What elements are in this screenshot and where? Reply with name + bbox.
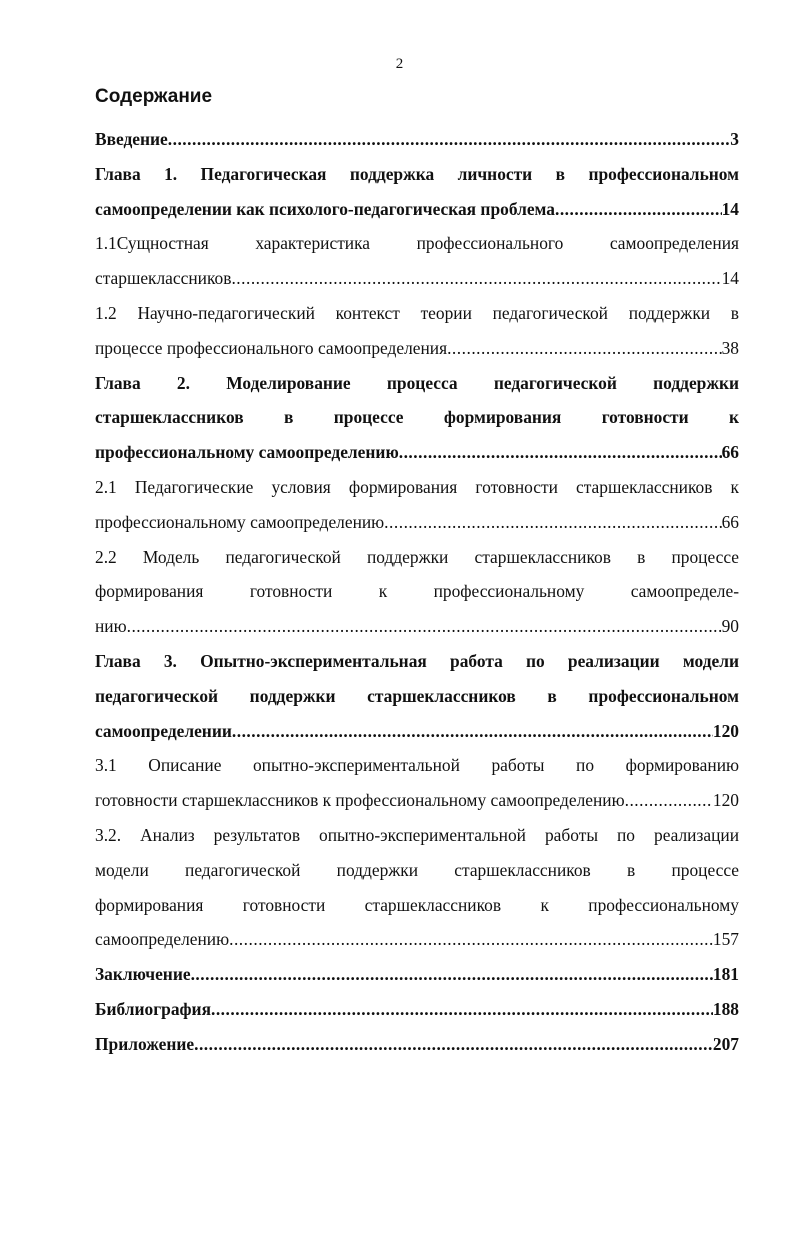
dot-leader (555, 192, 722, 227)
toc-entry-line: формирования готовности старшеклассников к профессиональному (95, 894, 739, 915)
toc-entry-line: 2.2 Модель педагогической поддержки старшеклассников в процессе (95, 546, 739, 567)
page-title: Содержание (95, 86, 213, 107)
toc-entry-line: формирования готовности к профессиональному самоопределе- (95, 581, 739, 602)
dot-leader (194, 1027, 713, 1062)
toc-page-number: 157 (712, 929, 739, 950)
toc-entry-line: 3.1 Описание опытно-экспериментальной работы по формированию (95, 755, 739, 776)
toc-entry-title: готовности старшеклассников к профессиональному самоопределению (95, 790, 625, 811)
toc-entry-title: нию (95, 616, 127, 637)
toc-entry-title: самоопределении (95, 720, 232, 741)
dot-leader (127, 609, 722, 644)
toc-entry-line: 1.2 Научно-педагогический контекст теории педагогической поддержки в (95, 302, 739, 323)
toc-entry-line: Глава 3. Опытно-экспериментальная работа по реализации модели (95, 650, 739, 671)
toc-entry-title: самоопределению (95, 929, 230, 950)
toc-entry-section-2-1 (95, 470, 739, 540)
toc-entry-title: самоопределении как психолого-педагогическая проблема (95, 198, 555, 219)
dot-leader (191, 957, 713, 992)
toc-entry-title: профессиональному самоопределению (95, 511, 385, 532)
page-number: 2 (395, 56, 404, 72)
toc-page-number: 3 (730, 129, 739, 149)
dot-leader (625, 783, 713, 818)
toc-entry-section-1-1 (95, 226, 739, 296)
toc-entry-bibliography (95, 992, 739, 1027)
dot-leader (447, 331, 722, 366)
toc-page-number: 188 (712, 998, 739, 1019)
toc-page-number: 207 (712, 1033, 739, 1054)
toc-page-number: 66 (721, 442, 739, 463)
toc-entry-title: профессиональному самоопределению (95, 442, 399, 463)
toc-page-number: 66 (721, 511, 739, 532)
table-of-contents (95, 122, 739, 1062)
toc-entry-title: старшеклассников (95, 268, 232, 289)
dot-leader (232, 714, 713, 749)
dot-leader (168, 122, 731, 157)
toc-page-number: 181 (712, 964, 739, 985)
toc-entry-chapter-2 (95, 366, 739, 470)
toc-entry-line: 1.1Сущностная характеристика профессионального самоопределения (95, 233, 739, 254)
dot-leader (231, 261, 721, 296)
toc-entry-introduction (95, 122, 739, 157)
toc-entry-conclusion (95, 957, 739, 992)
toc-entry-line: Глава 1. Педагогическая поддержка личности в профессиональном (95, 163, 739, 184)
toc-entry-line: педагогической поддержки старшеклассников в профессиональном (95, 685, 739, 706)
toc-page-number: 14 (721, 198, 739, 219)
dot-leader (384, 505, 721, 540)
toc-page-number: 120 (712, 720, 739, 741)
toc-entry-line: старшеклассников в процессе формирования готовности к (95, 407, 739, 428)
toc-entry-chapter-1 (95, 157, 739, 227)
toc-page-number: 14 (721, 268, 739, 289)
toc-page-number: 38 (721, 337, 739, 358)
toc-entry-title: Введение (95, 129, 168, 149)
toc-entry-chapter-3 (95, 644, 739, 748)
toc-entry-title: Библиография (95, 998, 211, 1019)
toc-entry-section-3-1 (95, 748, 739, 818)
toc-entry-line: 2.1 Педагогические условия формирования готовности старшеклассников к (95, 476, 739, 497)
toc-entry-section-1-2 (95, 296, 739, 366)
dot-leader (229, 922, 713, 957)
toc-entry-section-3-2 (95, 818, 739, 957)
toc-page-number: 90 (721, 616, 739, 637)
toc-entry-line: 3.2. Анализ результатов опытно-экспериментальной работы по реализации (95, 824, 739, 845)
toc-entry-line: Глава 2. Моделирование процесса педагогической поддержки (95, 372, 739, 393)
toc-entry-title: Заключение (95, 964, 191, 985)
toc-entry-section-2-2 (95, 540, 739, 644)
toc-entry-title: процессе профессионального самоопределения (95, 337, 448, 358)
dot-leader (211, 992, 713, 1027)
toc-entry-title: Приложение (95, 1033, 195, 1054)
toc-entry-appendix (95, 1027, 739, 1062)
toc-page-number: 120 (712, 790, 739, 811)
dot-leader (399, 435, 722, 470)
toc-entry-line: модели педагогической поддержки старшеклассников в процессе (95, 859, 739, 880)
